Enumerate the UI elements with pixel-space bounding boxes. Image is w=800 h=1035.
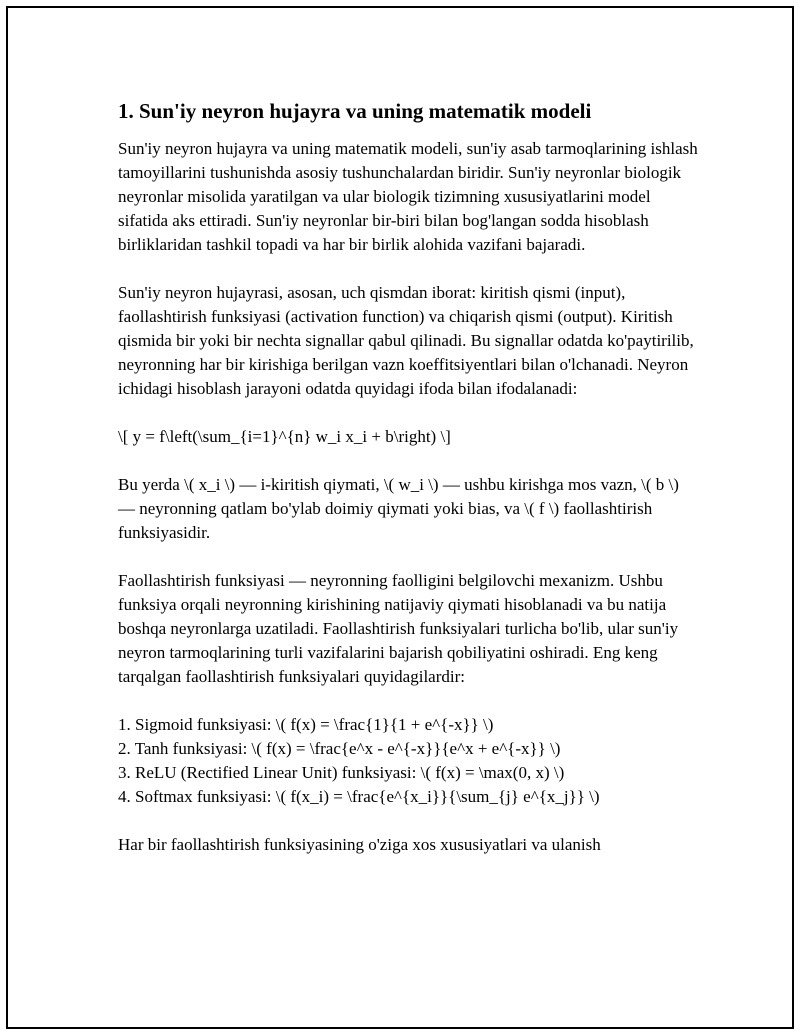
document-content [118,96,698,881]
list-item-tanh: 2. Tanh funksiyasi: \( f(x) = \frac{e^x - e^{-x}}{e^x + e^{-x}} \) [118,739,561,758]
list-item-relu: 3. ReLU (Rectified Linear Unit) funksiyasi: \( f(x) = \max(0, x) \) [118,763,565,782]
list-item-softmax: 4. Softmax funksiyasi: \( f(x_i) = \frac{e^{x_i}}{\sum_{j} e^{x_j}} \) [118,787,600,806]
formula-neuron-output: \[ y = f\left(\sum_{i=1}^{n} w_i x_i + b\right) \] [118,427,451,446]
paragraph-structure: Sun'iy neyron hujayrasi, asosan, uch qismdan iborat: kiritish qismi (input), faollashtirish funksiyasi (activation function) va chiqarish qismi (output). Kiritish qismida bir yoki bir nechta signallar qabul qilinadi. Bu signallar odatda ko'paytirilib, neyronning har bir kirishiga berilgan vazn koeffitsiyentlari bilan o'lchanadi. Neyron ichidagi hisoblash jarayoni odatda quyidagi ifoda bilan ifodalanadi: [118,283,694,398]
paragraph-final: Har bir faollashtirish funksiyasining o'ziga xos xususiyatlari va ulanish [118,835,601,854]
paragraph-variables: Bu yerda \( x_i \) — i-kiritish qiymati, \( w_i \) — ushbu kirishga mos vazn, \( b \) — neyronning qatlam bo'ylab doimiy qiymati yoki bias, va \( f \) faollashtirish funksiyasidir. [118,475,679,542]
list-item-sigmoid: 1. Sigmoid funksiyasi: \( f(x) = \frac{1}{1 + e^{-x}} \) [118,715,494,734]
paragraph-intro: Sun'iy neyron hujayra va uning matematik modeli, sun'iy asab tarmoqlarining ishlash tamoyillarini tushunishda asosiy tushunchalardan biridir. Sun'iy neyronlar biologik neyronlar misolida yaratilgan va ular biologik tizimning xususiyatlarini model sifatida aks ettiradi. Sun'iy neyronlar bir-biri bilan bog'langan sodda hisoblash birliklaridan tashkil topadi va har bir birlik alohida vazifani bajaradi. [118,139,698,254]
activation-function-list [118,713,698,809]
paragraph-activation: Faollashtirish funksiyasi — neyronning faolligini belgilovchi mexanizm. Ushbu funksiya orqali neyronning kirishining natijaviy qiymati hisoblanadi va bu natija boshqa neyronlarga uzatiladi. Faollashtirish funksiyalari turlicha bo'lib, ular sun'iy neyron tarmoqlarining turli vazifalarini bajarish qobiliyatini oshiradi. Eng keng tarqalgan faollashtirish funksiyalari quyidagilardir: [118,571,679,686]
section-heading: 1. Sun'iy neyron hujayra va uning matematik modeli [118,99,592,123]
document-page [6,6,794,1029]
